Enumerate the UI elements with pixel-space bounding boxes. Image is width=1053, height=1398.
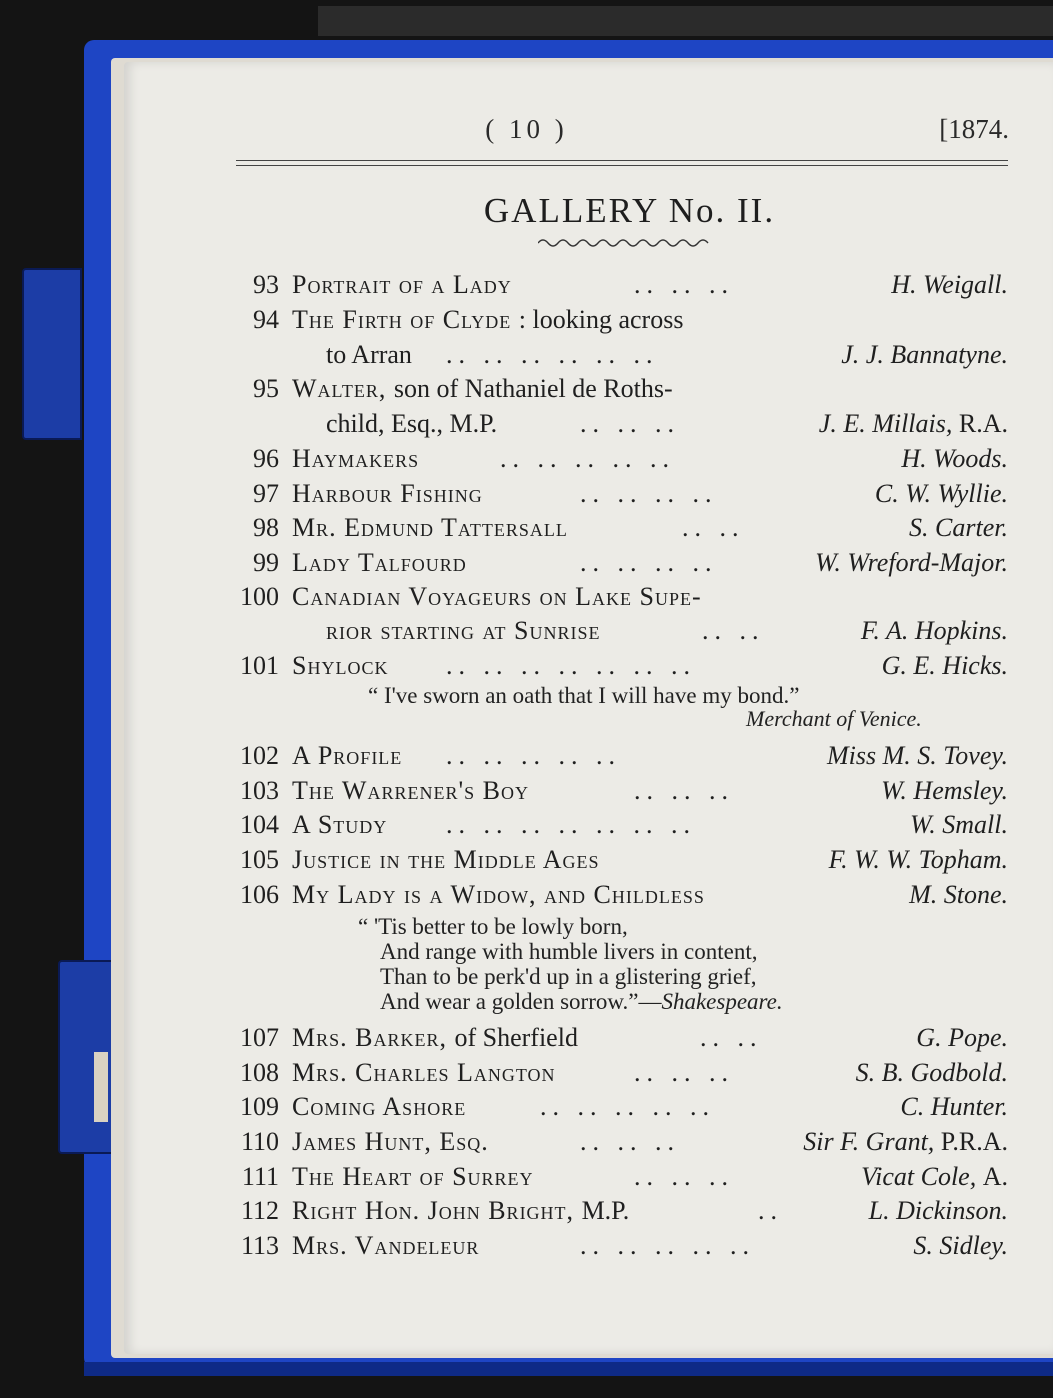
- entry-title: [292, 1162, 534, 1192]
- entry-artist: [875, 479, 1008, 509]
- artist-name: Miss M. S. Tovey.: [826, 741, 1008, 770]
- artist-name: W. Hemsley.: [881, 776, 1008, 805]
- entry-title: [292, 444, 419, 474]
- entry-title-rest: : looking across: [518, 305, 684, 334]
- entry-artist: [909, 880, 1008, 910]
- entry-title: [292, 548, 467, 578]
- catalogue-entry: [0, 305, 1053, 339]
- entry-artist: [881, 776, 1008, 806]
- artist-name: J. J. Bannatyne.: [841, 340, 1008, 369]
- entry-title-main: Canadian Voyageurs on Lake Supe-: [292, 582, 702, 611]
- entry-artist: [815, 548, 1008, 578]
- header-year: [1874.: [939, 114, 1009, 144]
- entry-title-main: The Warrener's Boy: [292, 776, 529, 805]
- entry-title-main: Walter,: [292, 374, 387, 403]
- entry-number: 99: [253, 548, 279, 577]
- widow-quote-text: And wear a golden sorrow.”—: [380, 989, 662, 1014]
- artist-honour: A.: [982, 1162, 1008, 1191]
- entry-number: 106: [240, 880, 279, 909]
- entry-title-rest: M.P.: [581, 1196, 630, 1225]
- entry-artist: [882, 651, 1008, 681]
- catalogue-entry: [0, 374, 1053, 408]
- entry-number: 100: [240, 582, 279, 611]
- heading-ornament: [538, 236, 714, 250]
- widow-quote-line-3: Than to be perk'd up in a glistering grief,: [380, 964, 757, 989]
- entry-artist: [803, 1127, 1008, 1157]
- entry-title: [292, 1092, 466, 1122]
- entry-title-main: Haymakers: [292, 444, 420, 473]
- entry-title: [292, 845, 600, 875]
- artist-name: L. Dickinson.: [868, 1196, 1008, 1225]
- leader-dots: ..: [758, 1196, 783, 1225]
- entry-number: 104: [240, 810, 279, 839]
- widow-quote-line-1: “ 'Tis better to be lowly born,: [358, 914, 628, 939]
- entry-title: [292, 651, 388, 681]
- entry-title: [292, 1023, 578, 1053]
- entry-title: [292, 1127, 489, 1157]
- leader-dots: .. .. .. .. ..: [540, 1092, 715, 1121]
- leader-dots: .. .. ..: [634, 1162, 734, 1191]
- leader-dots: .. .. ..: [634, 776, 734, 805]
- entry-title-main: Harbour Fishing: [292, 479, 483, 508]
- catalogue-entry: [0, 1058, 1053, 1092]
- artist-name: S. Carter.: [909, 513, 1008, 542]
- entry-title-main: A Study: [292, 810, 388, 839]
- catalogue-entry: [0, 548, 1053, 582]
- entry-title-main: Mrs. Vandeleur: [292, 1231, 480, 1260]
- entry-title-main: James Hunt, Esq.: [292, 1127, 489, 1156]
- entry-title-main: Mrs. Charles Langton: [292, 1058, 556, 1087]
- entry-title: [292, 305, 683, 335]
- catalogue-entry: [0, 479, 1053, 513]
- entry-title-main: The Firth of Clyde: [292, 305, 512, 334]
- entry-number: 96: [253, 444, 279, 473]
- artist-name: J. E. Millais,: [818, 409, 953, 438]
- entry-number: 98: [253, 513, 279, 542]
- artist-honour: P.R.A.: [940, 1127, 1008, 1156]
- leader-dots: .. .. .. .. .. ..: [446, 340, 659, 369]
- shylock-quote: “ I've sworn an oath that I will have my bond.”: [368, 683, 800, 708]
- shylock-quote-source: Merchant of Venice.: [746, 706, 922, 731]
- header-rule: [236, 160, 1008, 161]
- catalogue-entry: [0, 880, 1053, 914]
- entry-title-main: The Heart of Surrey: [292, 1162, 534, 1191]
- artist-name: G. E. Hicks.: [881, 651, 1008, 680]
- artist-name: W. Small.: [910, 810, 1008, 839]
- entry-number: 103: [240, 776, 279, 805]
- artist-name: F. A. Hopkins.: [860, 616, 1008, 645]
- artist-name: H. Weigall.: [891, 270, 1008, 299]
- entry-artist: [861, 1162, 1008, 1192]
- entry-artist: [913, 1231, 1008, 1261]
- entry-artist: [841, 340, 1008, 370]
- entry-number: 112: [240, 1196, 279, 1225]
- catalogue-entry: [0, 845, 1053, 879]
- cover-edge: [84, 1362, 1053, 1376]
- leader-dots: .. .. .. ..: [580, 548, 718, 577]
- catalogue-entry: [0, 1023, 1053, 1057]
- entry-title-main: to Arran: [326, 340, 412, 369]
- entry-title: [292, 776, 529, 806]
- artist-name: Sir F. Grant,: [803, 1127, 935, 1156]
- artist-name: C. Hunter.: [900, 1092, 1008, 1121]
- background-felt: [318, 6, 1053, 36]
- entry-number: 107: [240, 1023, 279, 1052]
- gallery-heading: GALLERY No. II.: [483, 191, 776, 230]
- catalogue-entry: [0, 1092, 1053, 1126]
- widow-quote-line-2: And range with humble livers in content,: [380, 939, 758, 964]
- leader-dots: .. .. .. .. .. .. ..: [446, 651, 696, 680]
- entry-artist: [829, 845, 1008, 875]
- catalogue-entry: [0, 513, 1053, 547]
- catalogue-entry: [0, 409, 1053, 443]
- catalogue-entry: [0, 340, 1053, 374]
- entry-title-main: Lady Talfourd: [292, 548, 467, 577]
- entry-title: [292, 1058, 556, 1088]
- catalogue-entry: [0, 1196, 1053, 1230]
- entry-number: 110: [240, 1127, 279, 1156]
- artist-name: H. Woods.: [901, 444, 1008, 473]
- artist-honour: R.A.: [958, 409, 1008, 438]
- entry-artist: [856, 1058, 1008, 1088]
- artist-name: M. Stone.: [909, 880, 1008, 909]
- entry-number: 113: [240, 1231, 279, 1260]
- entry-title: [326, 409, 497, 439]
- catalogue-entry: [0, 1162, 1053, 1196]
- entry-title: [292, 1231, 479, 1261]
- entry-artist: [891, 270, 1008, 300]
- artist-name: S. Sidley.: [913, 1231, 1008, 1260]
- entry-title-main: child, Esq., M.P.: [326, 409, 498, 438]
- entry-title: [292, 810, 387, 840]
- entry-title-main: Portrait of a Lady: [292, 270, 512, 299]
- entry-number: 95: [253, 374, 279, 403]
- artist-name: C. W. Wyllie.: [874, 479, 1008, 508]
- entry-title: [292, 1196, 629, 1226]
- leader-dots: .. ..: [700, 1023, 763, 1052]
- entry-artist: [900, 1092, 1008, 1122]
- catalogue-entry: [0, 810, 1053, 844]
- entry-title-main: Mr. Edmund Tattersall: [292, 513, 568, 542]
- entry-number: 108: [240, 1058, 279, 1087]
- catalogue-entry: [0, 741, 1053, 775]
- entry-artist: [910, 810, 1008, 840]
- catalogue-entry: [0, 270, 1053, 304]
- entry-artist: [861, 616, 1008, 646]
- entry-title: [292, 479, 483, 509]
- entry-artist: [819, 409, 1008, 439]
- leader-dots: .. .. ..: [634, 1058, 734, 1087]
- leader-dots: .. .. .. ..: [580, 479, 718, 508]
- entry-artist: [869, 1196, 1008, 1226]
- entry-title-rest: son of Nathaniel de Roths-: [393, 374, 673, 403]
- catalogue-entry: [0, 582, 1053, 616]
- leader-dots: .. .. ..: [580, 1127, 680, 1156]
- entry-title-main: Shylock: [292, 651, 389, 680]
- leader-dots: .. ..: [682, 513, 745, 542]
- catalogue-entry: [0, 1127, 1053, 1161]
- entry-artist: [827, 741, 1008, 771]
- entry-title: [292, 374, 673, 404]
- artist-name: F. W. W. Topham.: [828, 845, 1008, 874]
- leader-dots: .. .. .. .. ..: [446, 741, 621, 770]
- entry-title: [292, 270, 512, 300]
- catalogue-entry: [0, 651, 1053, 685]
- catalogue-entry: [0, 444, 1053, 478]
- artist-name: G. Pope.: [916, 1023, 1008, 1052]
- entry-title-main: Mrs. Barker,: [292, 1023, 447, 1052]
- entry-number: 109: [240, 1092, 279, 1121]
- widow-quote-source: Shakespeare.: [661, 989, 783, 1014]
- header-rule-thin: [236, 165, 1008, 166]
- leader-dots: .. .. .. .. .. .. ..: [446, 810, 696, 839]
- widow-quote-line-4: [380, 989, 783, 1015]
- entry-title: [326, 616, 600, 646]
- entry-title: [292, 741, 402, 771]
- entry-title-main: Right Hon. John Bright,: [292, 1196, 575, 1225]
- artist-name: S. B. Godbold.: [855, 1058, 1008, 1087]
- entry-title: [326, 340, 412, 370]
- catalogue-entry: [0, 1231, 1053, 1265]
- entry-number: 97: [253, 479, 279, 508]
- entry-number: 101: [240, 651, 279, 680]
- entry-number: 93: [253, 270, 279, 299]
- leader-dots: .. .. ..: [634, 270, 734, 299]
- entry-title: [292, 513, 568, 543]
- entry-title-main: Justice in the Middle Ages: [292, 845, 600, 874]
- entry-number: 102: [240, 741, 279, 770]
- entry-title: [292, 582, 702, 612]
- entry-title-main: rior starting at Sunrise: [326, 616, 601, 645]
- entry-title-main: A Profile: [292, 741, 403, 770]
- catalogue-entry: [0, 776, 1053, 810]
- entry-artist: [901, 444, 1008, 474]
- entry-number: 111: [241, 1162, 279, 1191]
- leader-dots: .. ..: [702, 616, 765, 645]
- entry-title-main: My Lady is a Widow, and Childless: [292, 880, 705, 909]
- catalogue-entry: [0, 616, 1053, 650]
- entry-title-rest: of Sherfield: [454, 1023, 578, 1052]
- entry-artist: [916, 1023, 1008, 1053]
- entry-artist: [909, 513, 1008, 543]
- leader-dots: .. .. .. .. ..: [580, 1231, 755, 1260]
- page-number: ( 10 ): [485, 114, 568, 144]
- entry-title: [292, 880, 705, 910]
- entry-number: 105: [240, 845, 279, 874]
- entry-title-main: Coming Ashore: [292, 1092, 467, 1121]
- leader-dots: .. .. .. .. ..: [500, 444, 675, 473]
- artist-name: W. Wreford-Major.: [815, 548, 1008, 577]
- artist-name: Vicat Cole,: [861, 1162, 977, 1191]
- entry-number: 94: [253, 305, 279, 334]
- leader-dots: .. .. ..: [580, 409, 680, 438]
